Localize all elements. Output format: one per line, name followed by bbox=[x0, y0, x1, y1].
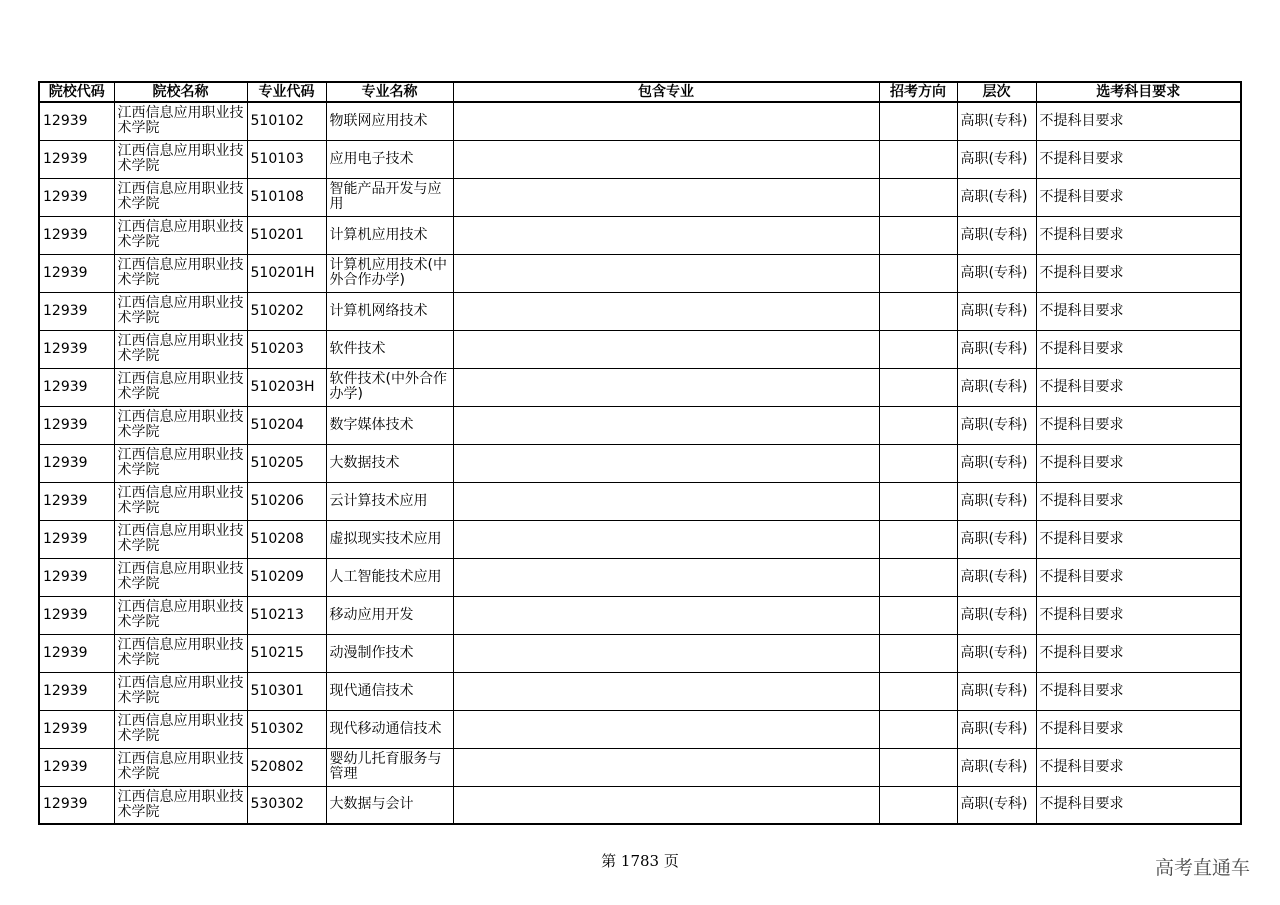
cell-subject-requirement: 不提科目要求 bbox=[1036, 140, 1241, 178]
cell-direction bbox=[879, 216, 957, 254]
cell-direction bbox=[879, 330, 957, 368]
cell-included-majors bbox=[453, 786, 879, 824]
cell-included-majors bbox=[453, 216, 879, 254]
table-row bbox=[39, 254, 1241, 292]
cell-included-majors bbox=[453, 558, 879, 596]
cell-school-name: 江西信息应用职业技术学院 bbox=[114, 596, 247, 634]
table-row bbox=[39, 216, 1241, 254]
cell-major-name: 虚拟现实技术应用 bbox=[326, 520, 453, 558]
cell-school-name: 江西信息应用职业技术学院 bbox=[114, 558, 247, 596]
header-major-name: 专业名称 bbox=[326, 82, 453, 102]
cell-major-name: 软件技术 bbox=[326, 330, 453, 368]
cell-school-name: 江西信息应用职业技术学院 bbox=[114, 292, 247, 330]
table-row bbox=[39, 710, 1241, 748]
cell-school-name: 江西信息应用职业技术学院 bbox=[114, 672, 247, 710]
cell-level: 高职(专科) bbox=[957, 140, 1036, 178]
cell-subject-requirement: 不提科目要求 bbox=[1036, 216, 1241, 254]
cell-subject-requirement: 不提科目要求 bbox=[1036, 786, 1241, 824]
cell-major-name: 物联网应用技术 bbox=[326, 102, 453, 140]
cell-school-code: 12939 bbox=[39, 330, 114, 368]
cell-subject-requirement: 不提科目要求 bbox=[1036, 520, 1241, 558]
cell-subject-requirement: 不提科目要求 bbox=[1036, 368, 1241, 406]
cell-major-code: 530302 bbox=[247, 786, 326, 824]
cell-school-code: 12939 bbox=[39, 444, 114, 482]
cell-school-code: 12939 bbox=[39, 102, 114, 140]
cell-major-code: 510213 bbox=[247, 596, 326, 634]
cell-level: 高职(专科) bbox=[957, 292, 1036, 330]
cell-level: 高职(专科) bbox=[957, 102, 1036, 140]
table-row bbox=[39, 748, 1241, 786]
cell-level: 高职(专科) bbox=[957, 254, 1036, 292]
cell-direction bbox=[879, 520, 957, 558]
cell-included-majors bbox=[453, 330, 879, 368]
cell-major-code: 510302 bbox=[247, 710, 326, 748]
cell-major-name: 人工智能技术应用 bbox=[326, 558, 453, 596]
cell-school-name: 江西信息应用职业技术学院 bbox=[114, 330, 247, 368]
cell-major-code: 520802 bbox=[247, 748, 326, 786]
cell-included-majors bbox=[453, 748, 879, 786]
table-row bbox=[39, 672, 1241, 710]
cell-included-majors bbox=[453, 520, 879, 558]
cell-included-majors bbox=[453, 254, 879, 292]
header-direction: 招考方向 bbox=[879, 82, 957, 102]
table-header-row bbox=[39, 82, 1241, 102]
cell-major-name: 计算机应用技术 bbox=[326, 216, 453, 254]
cell-school-name: 江西信息应用职业技术学院 bbox=[114, 748, 247, 786]
table-row bbox=[39, 444, 1241, 482]
cell-subject-requirement: 不提科目要求 bbox=[1036, 330, 1241, 368]
cell-school-code: 12939 bbox=[39, 482, 114, 520]
cell-direction bbox=[879, 254, 957, 292]
cell-subject-requirement: 不提科目要求 bbox=[1036, 254, 1241, 292]
cell-major-name: 大数据与会计 bbox=[326, 786, 453, 824]
cell-included-majors bbox=[453, 178, 879, 216]
cell-subject-requirement: 不提科目要求 bbox=[1036, 748, 1241, 786]
table-row bbox=[39, 596, 1241, 634]
cell-school-code: 12939 bbox=[39, 596, 114, 634]
cell-direction bbox=[879, 140, 957, 178]
cell-included-majors bbox=[453, 672, 879, 710]
cell-school-code: 12939 bbox=[39, 216, 114, 254]
cell-school-name: 江西信息应用职业技术学院 bbox=[114, 786, 247, 824]
cell-school-name: 江西信息应用职业技术学院 bbox=[114, 710, 247, 748]
cell-level: 高职(专科) bbox=[957, 672, 1036, 710]
cell-direction bbox=[879, 710, 957, 748]
cell-major-code: 510102 bbox=[247, 102, 326, 140]
table-body bbox=[39, 102, 1241, 824]
cell-major-code: 510203 bbox=[247, 330, 326, 368]
cell-included-majors bbox=[453, 140, 879, 178]
cell-major-code: 510215 bbox=[247, 634, 326, 672]
cell-subject-requirement: 不提科目要求 bbox=[1036, 672, 1241, 710]
cell-major-name: 应用电子技术 bbox=[326, 140, 453, 178]
cell-direction bbox=[879, 368, 957, 406]
cell-subject-requirement: 不提科目要求 bbox=[1036, 596, 1241, 634]
table-row bbox=[39, 292, 1241, 330]
cell-major-name: 计算机应用技术(中外合作办学) bbox=[326, 254, 453, 292]
cell-major-code: 510301 bbox=[247, 672, 326, 710]
cell-school-name: 江西信息应用职业技术学院 bbox=[114, 520, 247, 558]
table-row bbox=[39, 178, 1241, 216]
cell-school-name: 江西信息应用职业技术学院 bbox=[114, 102, 247, 140]
cell-major-code: 510201 bbox=[247, 216, 326, 254]
cell-school-code: 12939 bbox=[39, 634, 114, 672]
cell-major-code: 510206 bbox=[247, 482, 326, 520]
header-level: 层次 bbox=[957, 82, 1036, 102]
cell-level: 高职(专科) bbox=[957, 444, 1036, 482]
cell-subject-requirement: 不提科目要求 bbox=[1036, 558, 1241, 596]
cell-major-name: 移动应用开发 bbox=[326, 596, 453, 634]
cell-direction bbox=[879, 102, 957, 140]
cell-included-majors bbox=[453, 596, 879, 634]
cell-level: 高职(专科) bbox=[957, 330, 1036, 368]
cell-direction bbox=[879, 406, 957, 444]
cell-subject-requirement: 不提科目要求 bbox=[1036, 634, 1241, 672]
cell-major-code: 510108 bbox=[247, 178, 326, 216]
cell-major-code: 510103 bbox=[247, 140, 326, 178]
cell-major-name: 大数据技术 bbox=[326, 444, 453, 482]
cell-school-name: 江西信息应用职业技术学院 bbox=[114, 254, 247, 292]
cell-school-code: 12939 bbox=[39, 748, 114, 786]
cell-included-majors bbox=[453, 102, 879, 140]
cell-major-code: 510208 bbox=[247, 520, 326, 558]
cell-included-majors bbox=[453, 710, 879, 748]
cell-major-name: 动漫制作技术 bbox=[326, 634, 453, 672]
cell-direction bbox=[879, 634, 957, 672]
cell-direction bbox=[879, 482, 957, 520]
page-number: 第 1783 页 bbox=[601, 852, 679, 870]
cell-major-name: 现代通信技术 bbox=[326, 672, 453, 710]
cell-school-name: 江西信息应用职业技术学院 bbox=[114, 368, 247, 406]
cell-school-code: 12939 bbox=[39, 292, 114, 330]
cell-direction bbox=[879, 292, 957, 330]
cell-school-name: 江西信息应用职业技术学院 bbox=[114, 216, 247, 254]
cell-subject-requirement: 不提科目要求 bbox=[1036, 102, 1241, 140]
cell-included-majors bbox=[453, 634, 879, 672]
cell-subject-requirement: 不提科目要求 bbox=[1036, 710, 1241, 748]
table-row bbox=[39, 482, 1241, 520]
cell-level: 高职(专科) bbox=[957, 178, 1036, 216]
cell-major-code: 510201H bbox=[247, 254, 326, 292]
cell-school-code: 12939 bbox=[39, 786, 114, 824]
cell-school-name: 江西信息应用职业技术学院 bbox=[114, 140, 247, 178]
table-row bbox=[39, 520, 1241, 558]
table-row bbox=[39, 368, 1241, 406]
cell-included-majors bbox=[453, 368, 879, 406]
cell-major-name: 智能产品开发与应用 bbox=[326, 178, 453, 216]
cell-level: 高职(专科) bbox=[957, 216, 1036, 254]
cell-major-code: 510202 bbox=[247, 292, 326, 330]
cell-level: 高职(专科) bbox=[957, 786, 1036, 824]
cell-major-name: 现代移动通信技术 bbox=[326, 710, 453, 748]
cell-included-majors bbox=[453, 406, 879, 444]
cell-level: 高职(专科) bbox=[957, 710, 1036, 748]
table-row bbox=[39, 140, 1241, 178]
admissions-table bbox=[38, 81, 1242, 825]
cell-level: 高职(专科) bbox=[957, 520, 1036, 558]
cell-level: 高职(专科) bbox=[957, 558, 1036, 596]
cell-major-name: 数字媒体技术 bbox=[326, 406, 453, 444]
cell-included-majors bbox=[453, 482, 879, 520]
cell-major-name: 计算机网络技术 bbox=[326, 292, 453, 330]
cell-school-name: 江西信息应用职业技术学院 bbox=[114, 406, 247, 444]
cell-school-code: 12939 bbox=[39, 368, 114, 406]
watermark: 高考直通车 bbox=[1154, 857, 1250, 879]
header-subject-requirement: 选考科目要求 bbox=[1036, 82, 1241, 102]
cell-direction bbox=[879, 786, 957, 824]
cell-direction bbox=[879, 748, 957, 786]
cell-school-code: 12939 bbox=[39, 406, 114, 444]
cell-level: 高职(专科) bbox=[957, 634, 1036, 672]
cell-school-code: 12939 bbox=[39, 710, 114, 748]
table-row bbox=[39, 634, 1241, 672]
cell-included-majors bbox=[453, 292, 879, 330]
cell-major-code: 510205 bbox=[247, 444, 326, 482]
cell-level: 高职(专科) bbox=[957, 596, 1036, 634]
cell-subject-requirement: 不提科目要求 bbox=[1036, 482, 1241, 520]
header-school-name: 院校名称 bbox=[114, 82, 247, 102]
cell-major-code: 510204 bbox=[247, 406, 326, 444]
cell-direction bbox=[879, 672, 957, 710]
cell-level: 高职(专科) bbox=[957, 482, 1036, 520]
table-row bbox=[39, 406, 1241, 444]
header-school-code: 院校代码 bbox=[39, 82, 114, 102]
cell-direction bbox=[879, 444, 957, 482]
cell-included-majors bbox=[453, 444, 879, 482]
cell-level: 高职(专科) bbox=[957, 368, 1036, 406]
table-row bbox=[39, 102, 1241, 140]
cell-school-name: 江西信息应用职业技术学院 bbox=[114, 178, 247, 216]
cell-level: 高职(专科) bbox=[957, 748, 1036, 786]
cell-subject-requirement: 不提科目要求 bbox=[1036, 444, 1241, 482]
cell-school-code: 12939 bbox=[39, 520, 114, 558]
cell-major-code: 510209 bbox=[247, 558, 326, 596]
cell-school-code: 12939 bbox=[39, 178, 114, 216]
cell-level: 高职(专科) bbox=[957, 406, 1036, 444]
table-row bbox=[39, 330, 1241, 368]
cell-school-code: 12939 bbox=[39, 140, 114, 178]
cell-school-name: 江西信息应用职业技术学院 bbox=[114, 482, 247, 520]
cell-direction bbox=[879, 596, 957, 634]
cell-school-name: 江西信息应用职业技术学院 bbox=[114, 444, 247, 482]
cell-direction bbox=[879, 178, 957, 216]
cell-school-code: 12939 bbox=[39, 672, 114, 710]
cell-school-code: 12939 bbox=[39, 558, 114, 596]
cell-subject-requirement: 不提科目要求 bbox=[1036, 292, 1241, 330]
cell-major-name: 婴幼儿托育服务与管理 bbox=[326, 748, 453, 786]
cell-subject-requirement: 不提科目要求 bbox=[1036, 406, 1241, 444]
cell-major-name: 云计算技术应用 bbox=[326, 482, 453, 520]
header-included-majors: 包含专业 bbox=[453, 82, 879, 102]
cell-major-name: 软件技术(中外合作办学) bbox=[326, 368, 453, 406]
cell-school-code: 12939 bbox=[39, 254, 114, 292]
cell-school-name: 江西信息应用职业技术学院 bbox=[114, 634, 247, 672]
cell-major-code: 510203H bbox=[247, 368, 326, 406]
header-major-code: 专业代码 bbox=[247, 82, 326, 102]
table-row bbox=[39, 558, 1241, 596]
cell-direction bbox=[879, 558, 957, 596]
table-row bbox=[39, 786, 1241, 824]
cell-subject-requirement: 不提科目要求 bbox=[1036, 178, 1241, 216]
